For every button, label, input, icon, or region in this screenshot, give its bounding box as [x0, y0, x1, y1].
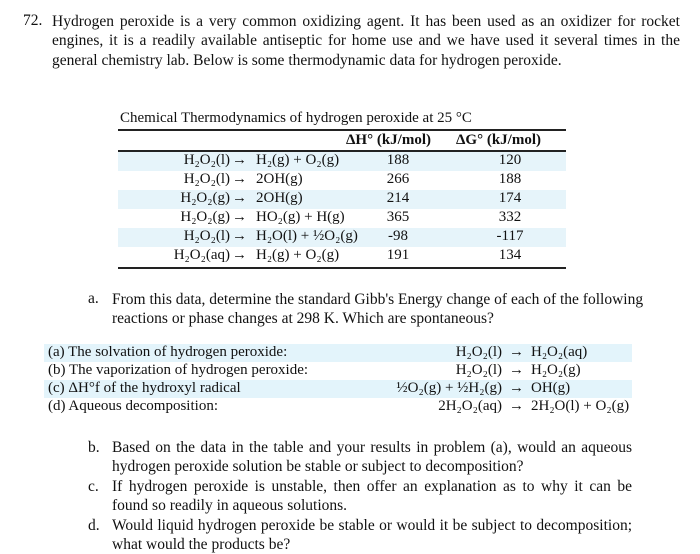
arrow-icon: → [509, 362, 524, 378]
row-reactant: H₂O₂(l) [183, 228, 230, 244]
table-row [118, 171, 566, 190]
header-delta-h: ΔH° (kJ/mol) [346, 132, 431, 148]
row-delta-h: 191 [386, 247, 410, 263]
table-top-rule [118, 129, 566, 131]
part-text: If hydrogen peroxide is unstable, then offer an explanation as to why it can be found so readily in aqueous solutions. [112, 478, 632, 514]
row-reactant: H₂O₂(aq) [173, 247, 230, 263]
arrow-icon: → [232, 228, 247, 244]
reaction-product: OH(g) [531, 380, 571, 396]
row-delta-g: 332 [498, 209, 522, 225]
reaction-row [44, 362, 632, 380]
reaction-reactant: 2H₂O₂(aq) [438, 398, 502, 414]
arrow-icon: → [232, 190, 247, 206]
reaction-product: 2H₂O(l) + O₂(g) [531, 398, 630, 414]
arrow-icon: → [232, 247, 247, 263]
reaction-reactant: H₂O₂(l) [455, 344, 502, 360]
arrow-icon: → [232, 152, 247, 168]
arrow-icon: → [232, 171, 247, 187]
row-delta-g: 188 [498, 171, 522, 187]
part-label: d. [88, 517, 100, 534]
reaction-row [44, 344, 632, 362]
row-product: 2OH(g) [256, 171, 303, 187]
row-delta-g: 134 [498, 247, 522, 263]
row-product: HO₂(g) + H(g) [256, 209, 345, 225]
table-bottom-rule [118, 267, 566, 269]
reaction-row [44, 398, 632, 416]
arrow-icon: → [509, 344, 524, 360]
row-product: H₂(g) + O₂(g) [256, 247, 340, 263]
row-reactant: H₂O₂(g) [180, 190, 230, 206]
row-delta-g: 120 [498, 152, 522, 168]
row-delta-h: 266 [386, 171, 410, 187]
reaction-label: (c) ΔH°f of the hydroxyl radical [48, 380, 241, 396]
part-text: Would liquid hydrogen peroxide be stable or would it be subject to decomposition; what would the products be? [112, 517, 632, 553]
table-row [118, 190, 566, 209]
reaction-reactant: ½O₂(g) + ½H₂(g) [396, 380, 502, 396]
row-product: 2OH(g) [256, 190, 303, 206]
question-number: 72. [23, 12, 43, 29]
table-row [118, 209, 566, 228]
row-delta-h: 188 [386, 152, 410, 168]
table-row [118, 152, 566, 171]
part-d [88, 516, 636, 552]
reaction-reactant: H₂O₂(l) [455, 362, 502, 378]
reaction-row [44, 380, 632, 398]
reaction-label: (b) The vaporization of hydrogen peroxide: [48, 362, 309, 378]
part-label: c. [88, 478, 99, 495]
row-product: H₂O(l) + ½O₂(g) [256, 228, 358, 244]
part-a-text: From this data, determine the standard Gibb's Energy change of each of the following reactions or phase changes at 298 K. Which are spontaneous? [112, 291, 644, 327]
reaction-product: H₂O₂(g) [531, 362, 581, 378]
row-delta-h: 365 [386, 209, 410, 225]
reaction-product: H₂O₂(aq) [531, 344, 588, 360]
arrow-icon: → [509, 380, 524, 396]
arrow-icon: → [232, 209, 247, 225]
question-intro: Hydrogen peroxide is a very common oxidizing agent. It has been used as an oxidizer for rocket engines, it is a readily available antiseptic for home use and we have used it several times in the general chemistry lab. Below is some thermodynamic data for hydrogen peroxide. [52, 13, 680, 69]
row-delta-g: 174 [498, 190, 522, 206]
table-title: Chemical Thermodynamics of hydrogen peroxide at 25 °C [120, 110, 472, 126]
row-reactant: H₂O₂(l) [183, 152, 230, 168]
row-reactant: H₂O₂(g) [180, 209, 230, 225]
row-reactant: H₂O₂(l) [183, 171, 230, 187]
thermo-table [118, 110, 566, 270]
part-a-label: a. [88, 290, 99, 307]
reaction-label: (a) The solvation of hydrogen peroxide: [48, 344, 288, 360]
table-row [118, 228, 566, 247]
row-delta-h: 214 [386, 190, 410, 206]
header-delta-g: ΔG° (kJ/mol) [456, 132, 541, 148]
part-c [88, 477, 636, 517]
row-product: H₂(g) + O₂(g) [256, 152, 340, 168]
row-delta-h: -98 [388, 228, 408, 244]
table-row [118, 247, 566, 266]
part-text: Based on the data in the table and your results in problem (a), would an aqueous hydrogen peroxide solution be stable or subject to decomposition? [112, 439, 632, 475]
part-b [88, 438, 636, 478]
reaction-label: (d) Aqueous decomposition: [48, 398, 218, 414]
arrow-icon: → [509, 398, 524, 414]
part-label: b. [88, 439, 100, 456]
row-delta-g: -117 [496, 228, 524, 244]
